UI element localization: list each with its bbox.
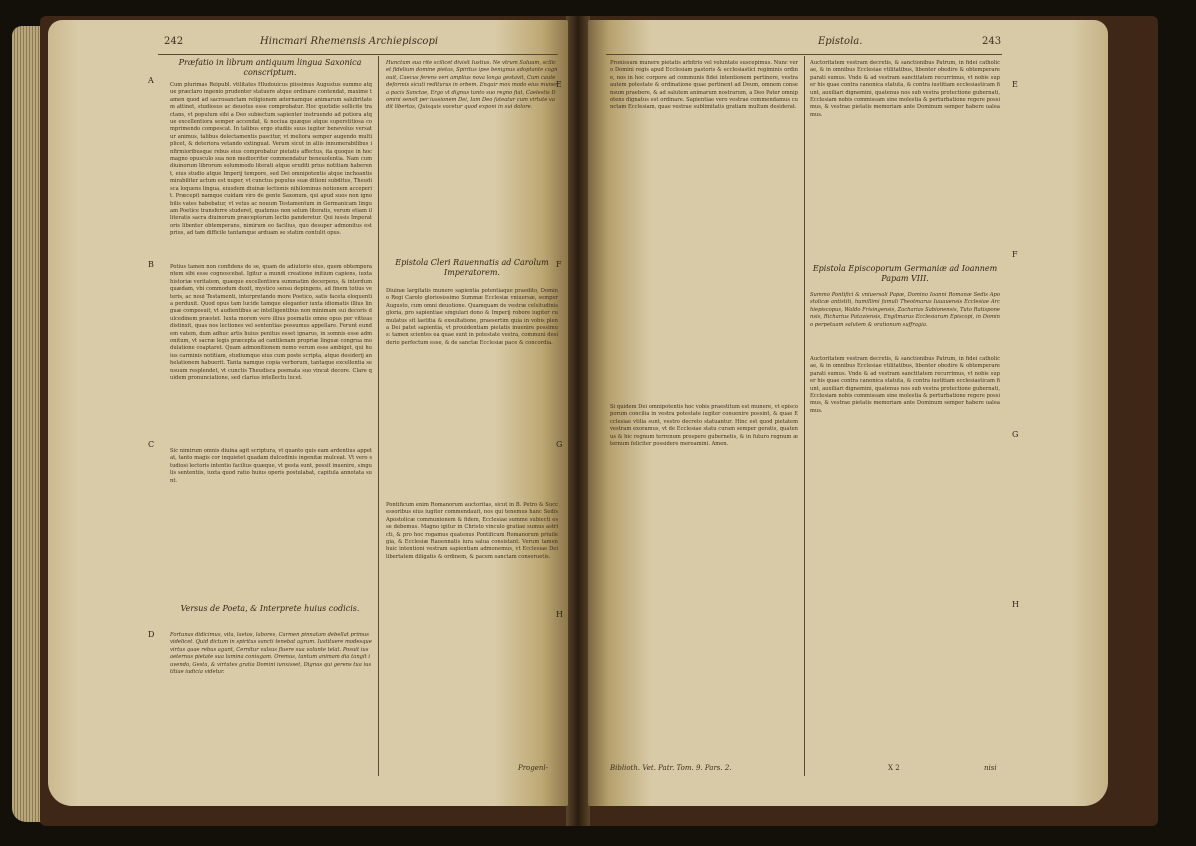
epistola-cleri-text-1: Diuinæ largitatis munere sapientia potentiaque praedito, Domino Regi Carolo gloriosissimo Summæ Ecclesiæ vniuersæ, semper Augusto, cum omni deuotione. Quamquam de vestræ celsitudinis gloria, pro sapientiae singulari dono & Imperij robore iugiter cumulatus sit laetitia & exsultatione, praesertim quia in vobis plena Dei patet sapientia, vt prouidentiam pietatis inuenire possimus: tamen scientes ea quae sunt in potestate vestra, communi desiderio perfectum esse, & de sanctæ Ecclesiæ pace & concordia.	[386, 288, 558, 346]
right-column-rule	[804, 56, 805, 776]
verse-right-column: Hunctum sua rite scilicet divisit Iustius. Ne vtrum Saluum, scilicet fidelium domine pietas, Spiritus ipse benignus adoptante cognouit, Caecus ferens veri amplius nova longa gestavit, Cum caute deformis sicuti rediturus in orbem. Enquir mox modo eius munera pacis Sanctae, Ergo vt dignus tanto suo regno fiat, Caelestis Domini sensit per iussionem Dei, Iam Deo fateatur cum virtute vadit libertas, Quisquis vocetur quod exponi in sui dolore.	[386, 60, 558, 111]
episcoporum-text: Auctoritatem vestram decretis, & sanctionibus Patrum, in fidei catholicae, & in omnibus Ecclesiae vtilitatibus, libenter obedire & obtemperare parati sumus. Vnde & ad vestram sanctitatem recurrimus, vt nobis super his quae contra canonica statuta, & contra iustitiam ecclesiasticam fiunt, auxiliari dignemini, quatenus nos sub vestra protectione gubernati, Ecclesiam nobis commissam sine molestia & perturbatione regere possimus, & vestrae pietatis memoriam ante Dominum semper habere ualeamus.	[810, 356, 1000, 414]
margin-letter-e: E	[556, 80, 562, 89]
margin-letter-d: D	[148, 630, 155, 639]
verse-left-column: Fortunas didicimus, vita, laetos, labores, Carmen pinnatam debellat primus videlicet. Quid dictum in spiritus sancti tenebat agrum. Iustituere modesque virtus quae rebus agunt, Cernitur vulsus fluere sua volunte telat. Posuit ius aeternus pietate sua lumina coniugam. Oremus, tantum animam dia tangit iuvendo, Gesta, & virtutes gratia Domini iunxisset, Dignus qui gerens tua iustitiae iudicia videtur.	[170, 632, 372, 676]
margin-letter-a: A	[148, 76, 154, 85]
signature-mark: X 2	[888, 764, 900, 772]
right-page	[588, 20, 1108, 806]
book-gutter	[566, 16, 590, 826]
left-page	[48, 20, 568, 806]
left-column-rule	[378, 56, 379, 776]
right-col1-text-1: Pronissum munere pietatis arbitrio vel voluntate suscepimus. Nunc vero Domini regis apud Ecclesiam pastoris & ecclesiastici regiminis ordine, nos in hoc corpore ad communis fidei intentionem pertinere, vestra autem potestate & ordinatione quae pertinent ad Deum, omnem consensum praebere, & ad salutem animarum nostrarum, a Deo Pater omnipotens dignatus est ordinare. Sapientiae vero vestrae commendamus cunctam Ecclesiam, quae vestrae sublimitatis gratiam multum desiderat.	[610, 60, 798, 111]
epistola-cleri-text-2: Pontificum enim Romanorum auctoritas, sicut in B. Petro & Successoribus eius iugiter commendauit, nos qui tenemus hanc Sedis Apostolicæ communionem & fidem, Ecclesiae summe subiecti esse debemus. Magno igitur in Christo vinculo gratiae sumus astricti, & pro hoc rogamus quatenus Pontificum Romanorum priuilegia, & Ecclesiæ Rauennatis iura salua consistant. Verum tamen huic intentioni vestram sapientiam admonemus, vt Ecclesiae Dei libertatem diligatis & ordinem, & pacem sanctam conseruetis.	[386, 502, 558, 560]
versus-title: Versus de Poeta, & Interprete huius codicis.	[180, 604, 360, 613]
right-head-rule	[606, 54, 1002, 55]
right-catchword: nisi	[984, 764, 997, 772]
praefatio-text-3: Sic nimirum omnis diuina agit scriptura, vt quanto quis eam ardentius appetat, tanto magis cor inquietet quadam dulcedinis ingenitæ mulceat. Vt vero studiosi lectoris intentio facilius quæque, vt gesta sunt, possit inuenire, singulis sententiis, iuxta quod ratio huius operis postulabat, capitula annotata sunt.	[170, 448, 372, 484]
right-page-number: 243	[982, 36, 1002, 47]
right-col2-text-1: Auctoritatem vestram decretis, & sanctionibus Patrum, in fidei catholicae, & in omnibus Ecclesiae vtilitatibus, libenter obedire & obtemperare parati sumus. Vnde & ad vestram sanctitatem recurrimus, vt nobis super his quae contra canonica statuta, & contra iustitiam ecclesiasticam fiunt, auxiliari dignemini, quatenus nos sub vestra protectione gubernati, Ecclesiam nobis commissam sine molestia & perturbatione regere possimus, & vestrae pietatis memoriam ante Dominum semper habere ualeamus.	[810, 60, 1000, 118]
margin-letter-h: H	[556, 610, 563, 619]
epistola-cleri-title: Epistola Cleri Rauennatis ad Carolum Imperatorem.	[395, 258, 549, 277]
left-head-rule	[158, 54, 558, 55]
epistola-episcoporum-title: Epistola Episcoporum Germaniæ ad Ioannem Papam VIII.	[812, 264, 998, 283]
left-page-number: 242	[164, 36, 184, 47]
margin-letter-h-right: H	[1012, 600, 1019, 609]
margin-letter-g-right: G	[1012, 430, 1019, 439]
margin-letter-f: F	[556, 260, 562, 269]
praefatio-text-1: Cum plurimas Reipubl. vtilitates Hludouicus piissimus Augustus summo atque præclaro ingenio prudenter statuere atque ordinare contendat, maxime tamen quod ad sacrosanctam religionem æternamque animarum salubritatem attinet, studiosus ac deuotus esse comprobatur. Hoc quotidie sollicite tractans, vt populum sibi a Deo subiectum sapienter instruendo ad potiora atque excellentiora semper accendat, & nociua quæque atque superstitiosa comprimendo compescat. In talibus ergo studiis suus iugiter benevolus versatur animus, talibus delectamentis pascitur, vt meliora semper augendo multiplicet, & deteriora vetando extinguat. Verum sicut in aliis innumerabilibus infirmioribusque rebus eius comprobatur pietatis affectus, ita quoque in hoc magno opusculo sua non mediocriter commendatur beneuolentia. Nam cum diuinorum librorum solummodo literati atque eruditi prius notitiam haberent, eius studio atque Imperij tempore, sed Dei omnipotentis atque inchoantis mirabiliter actum est nuper, vt cunctus populus suæ ditioni subditus, Theudisca loquens lingua, eiusdem diuinæ lectionis nihilominus notionem acceperit. Præcepit namque cuidam viro de gente Saxonum, qui apud suos non ignobilis vates habebatur, vt vetus ac nouum Testamentum in Germanicam linguam Poetice transferre studeret, quatenus non solum literatis, verum etiam illiteratis sacra diuinorum præceptorum lectio panderetur. Qui iussis Imperatoris libenter obtemperans, nimirum eo facilius, quo desuper admonitus est prius, ad tam difficile tantamque arduam se statim contulit opus.	[170, 82, 372, 237]
margin-letter-g: G	[556, 440, 563, 449]
left-running-head: Hincmari Rhemensis Archiepiscopi	[260, 36, 439, 47]
praefatio-text-2: Potius tamen non confidens de se, quam de adiutorio eius, quem obtemperantem sibi esse cognoscebat. Igitur a mundi creatione initium capiens, iuxta historiæ veritatem, quæque excellentiora summatim decerpens, & interdum quædam, vbi commodum duxit, mystico sensu depingens, ad finem totius veteris, ac noui Testamenti, interpretando more Poetico, satis faceta eloquentia perduxit. Quod opus tam lucide tamque eleganter iuxta idiomatis illius linguæ composuit, vt audientibus ac intelligentibus non minimam sui decoris dulcedinem præstet. Iuxta morem vero illius poematis omne opus per vitteas distinxit, quas nos lectiones vel sententias possumus appellare. Ferunt eundem vatem, dum adhuc artis huius penitus esset ignarus, in somnis esse admonitum, vt sacræ legis præcepta ad cantilenam propriæ linguæ congrua modulatione coaptaret. Quam admonitionem nemo verum esse ambiget, qui huius carminis notitiam, studiumque eius cum poste scripta, atque desiderij anhelationem habuerit. Tanta namque copia verborum, tantaque excellentia sensuum resplendet, vt cunctis Theudisca poemata suo vincat decore. Clare quidem pronunciatione, sed clarius intellectu lucet.	[170, 264, 372, 382]
margin-letter-b: B	[148, 260, 154, 269]
bibliotheca-signature: Biblioth. Vet. Patr. Tom. 9. Pars. 2.	[610, 764, 732, 772]
margin-letter-c: C	[148, 440, 155, 449]
left-catchword: Progenl-	[518, 764, 549, 772]
praefatio-title: Præfatio in librum antiquum lingua Saxonica conscriptum.	[178, 58, 362, 77]
episcoporum-salutation: Summo Pontifici & vniuersali Papæ, Domino Ioanni Romanæ Sedis Apostolicæ antistiti, humillimi famuli Theotmarus Iuuauensis Ecclesiae Archiepiscopus, Waldo Frisingensis, Zacharias Sabionensis, Tuto Ratisponensis, Richarius Pataviensis, Engilmarus Ecclesiarum Episcopi, in Domino perpetuam salutem & orationum suffragia.	[810, 292, 1000, 328]
margin-letter-f-right: F	[1012, 250, 1018, 259]
right-col1-text-2: Si quidem Dei omnipotentis hoc vobis praestitum est munere, vt episcoporum concilia in vestra potestate iugiter conuenire possint, & quae Ecclesiae vtilia sunt, vestro decreto statuantur. Hinc est quod pietatem vestram exoramus, vt de Ecclesiae statu curam semper geratis, quatenus & hic regnum terrenum prospere gubernetis, & in futuro regnum æternum feliciter possidere mereamini. Amen.	[610, 404, 798, 448]
margin-letter-e-right: E	[1012, 80, 1018, 89]
right-running-head: Epistola.	[818, 36, 863, 47]
